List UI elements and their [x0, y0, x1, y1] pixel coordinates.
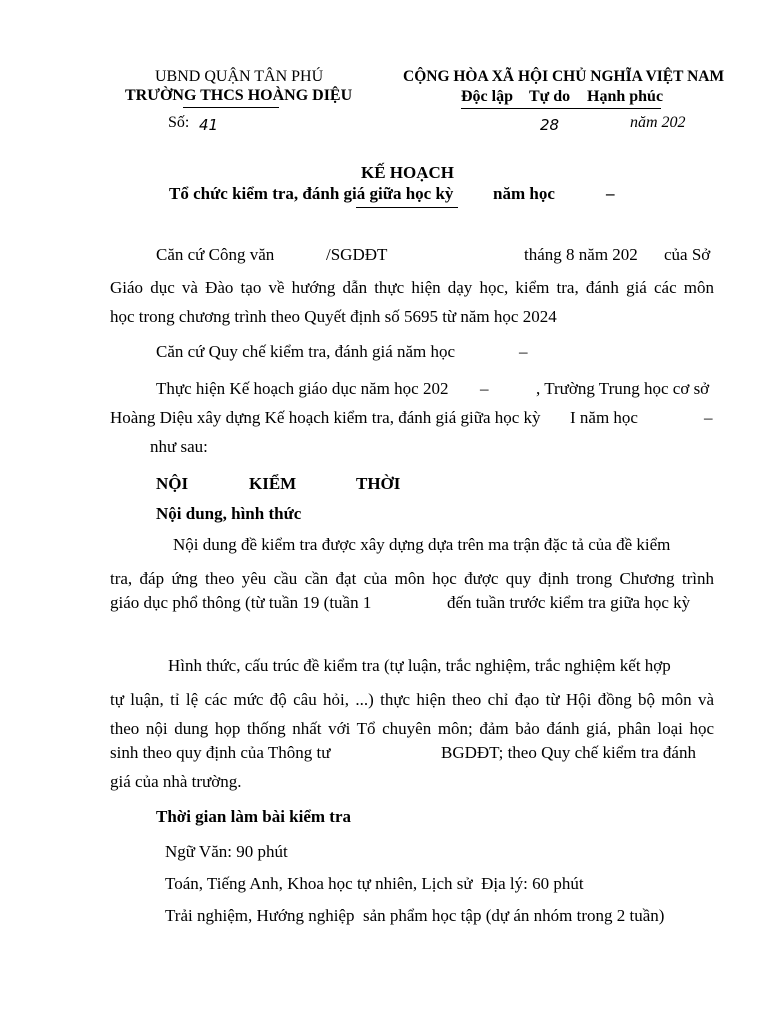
- p2-dash: –: [519, 342, 528, 361]
- p1-line3: học trong chương trình theo Quyết định số 5695 từ năm học 2024: [110, 307, 557, 326]
- p1-line1-a: Căn cứ Công văn: [156, 245, 275, 264]
- p5-line1: Hình thức, cấu trúc đề kiểm tra (tự luận, trắc nghiệm, trắc nghiệm kết hợp: [168, 656, 671, 675]
- p5-line2: tự luận, tỉ lệ các mức độ câu hỏi, ...) thực hiện theo chỉ đạo từ Hội đồng bộ môn và: [110, 690, 714, 709]
- doc-number-label: Số:: [168, 114, 190, 131]
- p5-line4-b: BGDĐT; theo Quy chế kiểm tra đánh: [441, 743, 696, 762]
- p4-line3-b: đến tuần trước kiểm tra giữa học kỳ: [447, 593, 691, 612]
- p1-continuation: [110, 273, 714, 331]
- doc-subtitle-year-label: năm học: [493, 184, 555, 203]
- motto-2: Tự do: [529, 88, 571, 105]
- p1-line1-d: của Sở: [664, 245, 711, 264]
- country-name: CỘNG HÒA XÃ HỘI CHỦ NGHĨA VIỆT NAM: [403, 68, 725, 85]
- school-name: TRƯỜNG THCS HOÀNG DIỆU: [125, 87, 353, 104]
- date-day: 28: [540, 116, 560, 134]
- p5-continuation: [110, 685, 714, 743]
- duration-heading: Thời gian làm bài kiểm tra: [156, 807, 352, 826]
- p1-line1-b: /SGDĐT: [326, 245, 388, 264]
- p1-line2: Giáo dục và Đào tạo về hướng dẫn thực hiện dạy học, kiểm tra, đánh giá các môn: [110, 278, 714, 297]
- motto-3: Hạnh phúc: [587, 88, 664, 105]
- doc-subtitle-dash: –: [606, 184, 615, 203]
- doc-title: KẾ HOẠCH: [361, 163, 455, 182]
- p3-line2-c: –: [704, 408, 713, 427]
- p2-text: Căn cứ Quy chế kiểm tra, đánh giá năm học: [156, 342, 456, 361]
- duration-item-3: Trải nghiệm, Hướng nghiệp sản phẩm học tập (dự án nhóm trong 2 tuần): [165, 906, 665, 925]
- duration-item-1: Ngữ Văn: 90 phút: [165, 842, 288, 861]
- date-year: năm 202: [630, 114, 686, 131]
- p5-line4-a: sinh theo quy định của Thông tư: [110, 743, 331, 762]
- p1-line1-c: tháng 8 năm 202: [524, 245, 638, 264]
- p4-line2: tra, đáp ứng theo yêu cầu cần đạt của môn học được quy định trong Chương trình: [110, 569, 714, 588]
- p3-line1-a: Thực hiện Kế hoạch giáo dục năm học 202: [156, 379, 449, 398]
- motto-underline: [461, 108, 661, 109]
- doc-number-value: 41: [199, 116, 219, 134]
- section-heading-word1: NỘI: [156, 474, 189, 493]
- content-form-heading: Nội dung, hình thức: [156, 504, 302, 523]
- p4-line3-a: giáo dục phổ thông (từ tuần 19 (tuần 1: [110, 593, 372, 612]
- p5-line5: giá của nhà trường.: [110, 772, 242, 791]
- duration-item-2: Toán, Tiếng Anh, Khoa học tự nhiên, Lịch sử Địa lý: 60 phút: [165, 874, 584, 893]
- p4-continuation: [110, 564, 714, 593]
- p5-line3: theo nội dung họp thống nhất với Tổ chuyên môn; đảm bảo đánh giá, phân loại học: [110, 719, 714, 738]
- section-heading-word2: KIỂM: [249, 474, 297, 493]
- school-underline: [183, 107, 279, 108]
- doc-subtitle: Tổ chức kiểm tra, đánh giá giữa học kỳ: [169, 184, 454, 203]
- motto-1: Độc lập: [461, 88, 513, 105]
- p3-line2-b: I năm học: [570, 408, 638, 427]
- p3-line1-b: –: [480, 379, 489, 398]
- p3-line2-a: Hoàng Diệu xây dựng Kế hoạch kiểm tra, đánh giá giữa học kỳ: [110, 408, 541, 427]
- p3-line1-c: , Trường Trung học cơ sở: [536, 379, 710, 398]
- section-heading-word3: THỜI: [356, 474, 401, 493]
- authority-name: UBND QUẬN TÂN PHÚ: [155, 68, 324, 85]
- title-underline: [356, 207, 458, 208]
- p4-line1: Nội dung đề kiểm tra được xây dựng dựa trên ma trận đặc tả của đề kiểm: [173, 535, 671, 554]
- p3-line3: như sau:: [150, 437, 208, 456]
